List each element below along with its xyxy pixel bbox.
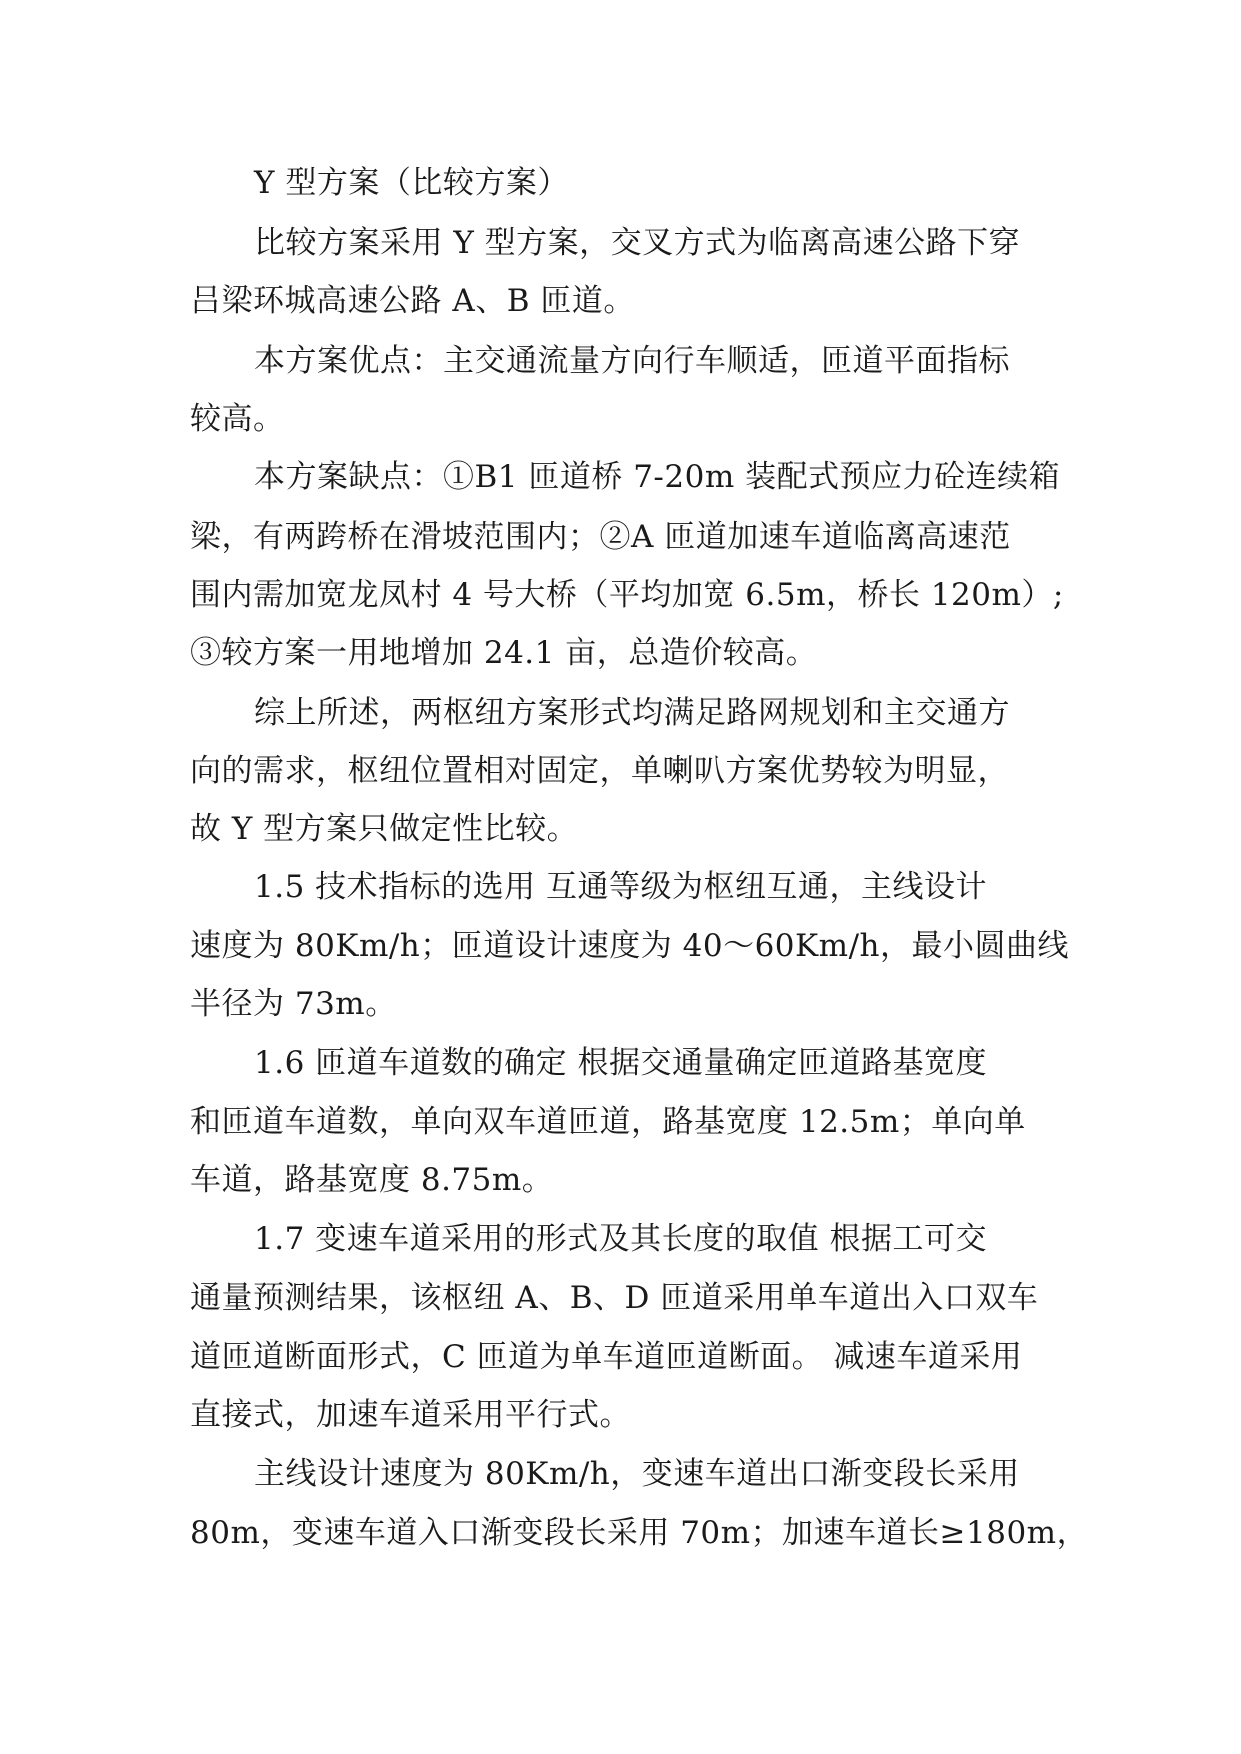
section-1-6-line: 1.6 匝道车道数的确定 根据交通量确定匝道路基宽度 bbox=[254, 1045, 988, 1081]
text-line: 向的需求，枢纽位置相对固定，单喇叭方案优势较为明显， bbox=[190, 753, 1009, 789]
section-1-5-line: 1.5 技术指标的选用 互通等级为枢纽互通，主线设计 bbox=[254, 869, 988, 905]
section-1-7-line: 1.7 变速车道采用的形式及其长度的取值 根据工可交 bbox=[254, 1221, 988, 1257]
text-line: 梁，有两跨桥在滑坡范围内；②A 匝道加速车道临离高速范 bbox=[190, 519, 1011, 555]
text-line: 本方案优点：主交通流量方向行车顺适，匝道平面指标 bbox=[254, 343, 1010, 379]
text-line: 速度为 80Km/h；匝道设计速度为 40～60Km/h，最小圆曲线 bbox=[190, 928, 1069, 964]
text-line: 综上所述，两枢纽方案形式均满足路网规划和主交通方 bbox=[254, 695, 1010, 731]
text-line: 比较方案采用 Y 型方案，交叉方式为临离高速公路下穿 bbox=[254, 225, 1021, 261]
text-line: 本方案缺点：①B1 匝道桥 7-20m 装配式预应力砼连续箱 bbox=[254, 459, 1061, 495]
text-line: ③较方案一用地增加 24.1 亩，总造价较高。 bbox=[190, 635, 818, 671]
text-line: 主线设计速度为 80Km/h，变速车道出口渐变段长采用 bbox=[254, 1456, 1020, 1492]
text-line: 通量预测结果，该枢纽 A、B、D 匝道采用单车道出入口双车 bbox=[190, 1280, 1039, 1316]
text-line: 故 Y 型方案只做定性比较。 bbox=[190, 811, 579, 847]
text-line: 吕梁环城高速公路 A、B 匝道。 bbox=[190, 283, 635, 319]
text-line: 和匝道车道数，单向双车道匝道，路基宽度 12.5m；单向单 bbox=[190, 1104, 1026, 1140]
text-line: 车道，路基宽度 8.75m。 bbox=[190, 1162, 554, 1198]
text-line: 80m，变速车道入口渐变段长采用 70m；加速车道长≥180m， bbox=[190, 1515, 1089, 1551]
paragraph-heading: Y 型方案（比较方案） bbox=[254, 165, 569, 201]
text-line: 道匝道断面形式，C 匝道为单车道匝道断面。 减速车道采用 bbox=[190, 1339, 1023, 1375]
text-line: 直接式，加速车道采用平行式。 bbox=[190, 1397, 631, 1433]
text-line: 较高。 bbox=[190, 401, 285, 437]
text-line: 围内需加宽龙凤村 4 号大桥（平均加宽 6.5m，桥长 120m）; bbox=[190, 577, 1064, 613]
text-line: 半径为 73m。 bbox=[190, 986, 397, 1022]
